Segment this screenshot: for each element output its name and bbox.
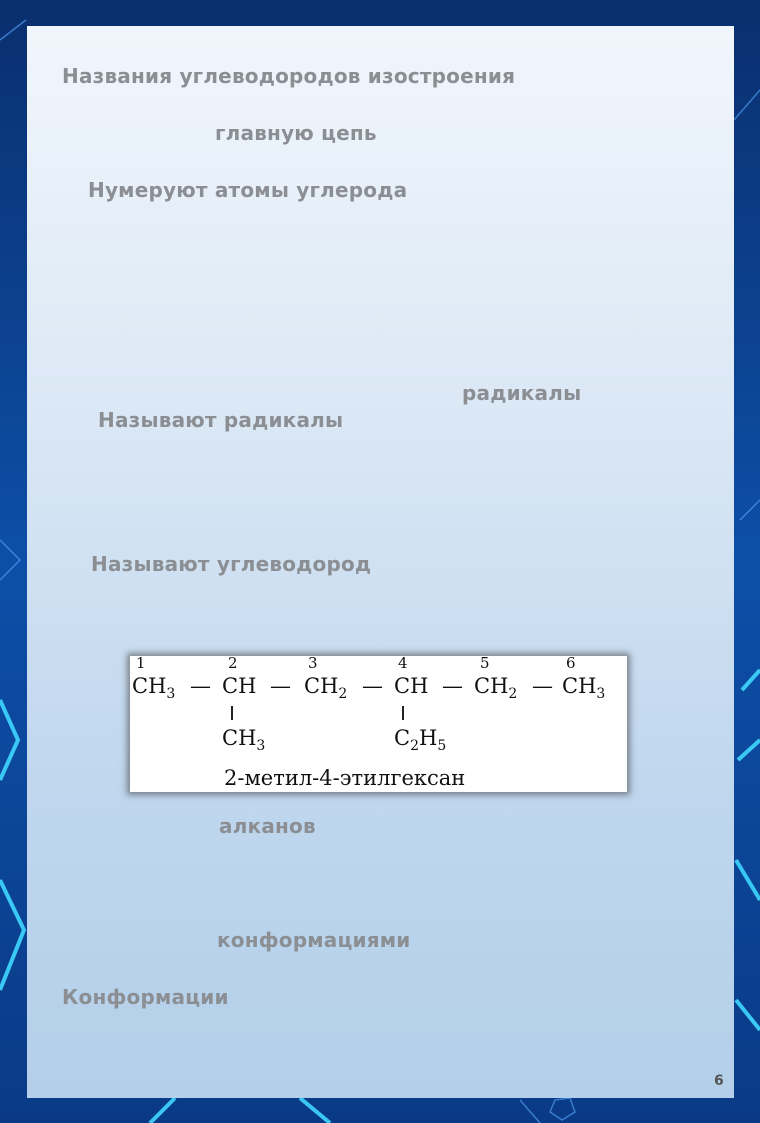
text-conformations-instr: конформациями <box>217 928 411 952</box>
branch-methyl: $CH_3$ <box>222 726 266 755</box>
bond-4-5: — <box>442 674 463 698</box>
group-c2: CH <box>222 674 257 698</box>
bond-1-2: — <box>190 674 211 698</box>
bond-3-4: — <box>362 674 383 698</box>
group-c1: $CH_3$ <box>132 674 176 703</box>
text-name-radicals: Называют радикалы <box>98 408 344 432</box>
carbon-number-4: 4 <box>398 654 408 672</box>
text-alkanes: алканов <box>219 814 316 838</box>
page-number: 6 <box>714 1073 724 1089</box>
vertical-bond-c2 <box>231 706 233 720</box>
compound-name: 2-метил-4-этилгексан <box>224 766 466 790</box>
carbon-number-5: 5 <box>480 654 490 672</box>
group-c5: $CH_2$ <box>474 674 518 703</box>
carbon-number-3: 3 <box>308 654 318 672</box>
bond-5-6: — <box>532 674 553 698</box>
heading-isostructure-names: Названия углеводородов изостроения <box>62 64 516 88</box>
bond-2-3: — <box>270 674 291 698</box>
text-main-chain: главную цепь <box>215 121 377 145</box>
text-conformations: Конформации <box>62 985 229 1009</box>
group-c6: $CH_3$ <box>562 674 606 703</box>
carbon-number-2: 2 <box>228 654 238 672</box>
carbon-number-1: 1 <box>136 654 146 672</box>
text-number-carbon-atoms: Нумеруют атомы углерода <box>88 178 408 202</box>
carbon-number-6: 6 <box>566 654 576 672</box>
group-c4: CH <box>394 674 429 698</box>
text-name-hydrocarbon: Называют углеводород <box>91 552 372 576</box>
structural-formula-box <box>130 656 627 792</box>
vertical-bond-c4 <box>402 706 404 720</box>
text-radicals: радикалы <box>462 381 582 405</box>
branch-ethyl: $C_2H_5$ <box>394 726 447 755</box>
group-c3: $CH_2$ <box>304 674 348 703</box>
